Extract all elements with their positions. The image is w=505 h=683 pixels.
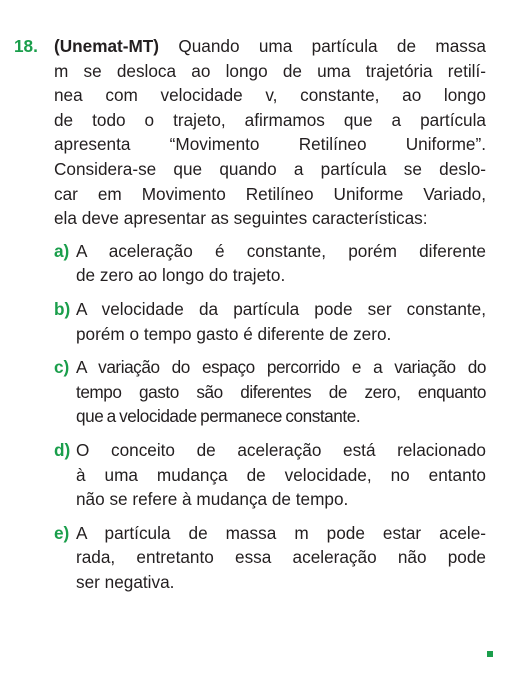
option-d-line-1: O conceito de aceleração está relacionado [76, 439, 486, 460]
option-a-text [76, 239, 486, 288]
option-d-line-2: à uma mudança de velocidade, no entanto [76, 464, 486, 485]
option-d-line-3: não se refere à mudança de tempo. [76, 489, 349, 510]
statement-line-4: de todo o trajeto, afirmamos que a partícula [54, 109, 486, 130]
option-e-line-1: A partícula de massa m pode estar acele- [76, 522, 486, 543]
option-a-line-2: de zero ao longo do trajeto. [76, 265, 286, 286]
option-b-line-1: A velocidade da partícula pode ser constante, [76, 298, 486, 319]
option-a-line-1: A aceleração é constante, porém diferente [76, 240, 486, 261]
statement-line-7: car em Movimento Retilíneo Uniforme Variado, [54, 183, 486, 204]
option-e-text [76, 521, 486, 595]
option-d-text [76, 438, 486, 512]
option-c-text [76, 355, 486, 429]
question-block [14, 34, 486, 603]
option-c-line-2: tempo gasto são diferentes de zero, enquanto [76, 381, 486, 402]
option-a[interactable] [54, 239, 486, 288]
option-c-line-3: que a velocidade permanece constante. [76, 406, 361, 427]
option-b[interactable] [54, 297, 486, 346]
green-corner-marker [487, 651, 493, 657]
option-e[interactable] [54, 521, 486, 595]
option-a-letter: a) [54, 240, 70, 261]
option-b-letter: b) [54, 298, 71, 319]
question-number: 18. [14, 36, 38, 56]
question-source: (Unemat-MT) [54, 36, 160, 56]
option-c-letter: c) [54, 357, 70, 378]
statement-line-3: nea com velocidade v, constante, ao longo [54, 85, 486, 106]
statement-line-1-text: Quando uma partícula de massa [159, 36, 486, 56]
statement-line-8: ela deve apresentar as seguintes características: [54, 208, 428, 229]
option-d[interactable] [54, 438, 486, 512]
question-header [14, 34, 486, 231]
option-d-letter: d) [54, 439, 71, 460]
question-statement [54, 34, 486, 231]
option-e-letter: e) [54, 522, 70, 543]
statement-line-1 [54, 34, 486, 59]
option-c-line-1: A variação do espaço percorrido e a variação do [76, 357, 486, 378]
option-e-line-2: rada, entretanto essa aceleração não pode [76, 547, 486, 568]
statement-line-6: Considera-se que quando a partícula se deslo- [54, 158, 486, 179]
statement-line-2: m se desloca ao longo de uma trajetória retilí- [54, 60, 486, 81]
option-b-text [76, 297, 486, 346]
option-c[interactable] [54, 355, 486, 429]
answer-options [54, 239, 486, 595]
option-b-line-2: porém o tempo gasto é diferente de zero. [76, 323, 392, 344]
option-e-line-3: ser negativa. [76, 571, 175, 592]
statement-line-5: apresenta “Movimento Retilíneo Uniforme”. [54, 134, 486, 155]
